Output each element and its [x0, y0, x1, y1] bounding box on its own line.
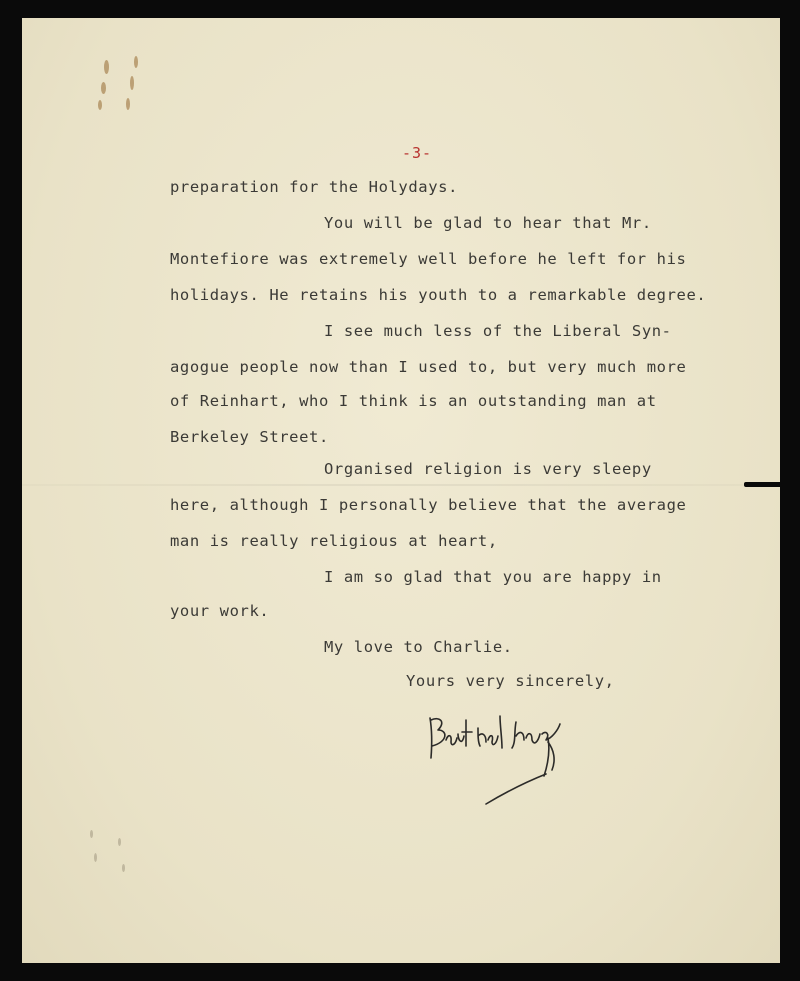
rust-stain [98, 100, 102, 110]
rust-stain [104, 60, 109, 74]
body-line: You will be glad to hear that Mr. [324, 214, 652, 232]
letter-page [22, 18, 780, 963]
closing-line: Yours very sincerely, [406, 672, 615, 690]
body-line: My love to Charlie. [324, 638, 513, 656]
paper-speck [118, 838, 121, 846]
fold-crease [22, 484, 780, 486]
body-line: your work. [170, 602, 270, 620]
rust-stain [130, 76, 134, 90]
rust-stain [134, 56, 138, 68]
rust-stain [101, 82, 106, 94]
body-line: agogue people now than I used to, but very much more [170, 358, 687, 376]
body-line: holidays. He retains his youth to a remarkable degree. [170, 286, 707, 304]
rust-stain [126, 98, 130, 110]
edge-tear [744, 482, 780, 487]
paper-speck [90, 830, 93, 838]
body-line: I am so glad that you are happy in [324, 568, 662, 586]
body-line: here, although I personally believe that the average [170, 496, 687, 514]
body-line: of Reinhart, who I think is an outstanding man at [170, 392, 657, 410]
handwritten-signature [420, 690, 570, 820]
body-line: Montefiore was extremely well before he left for his [170, 250, 687, 268]
page-number: -3- [402, 144, 433, 162]
body-line: Berkeley Street. [170, 428, 329, 446]
body-line: Organised religion is very sleepy [324, 460, 652, 478]
paper-speck [94, 853, 97, 862]
paper-speck [122, 864, 125, 872]
body-line: I see much less of the Liberal Syn- [324, 322, 672, 340]
body-line: preparation for the Holydays. [170, 178, 459, 196]
body-line: man is really religious at heart, [170, 532, 498, 550]
